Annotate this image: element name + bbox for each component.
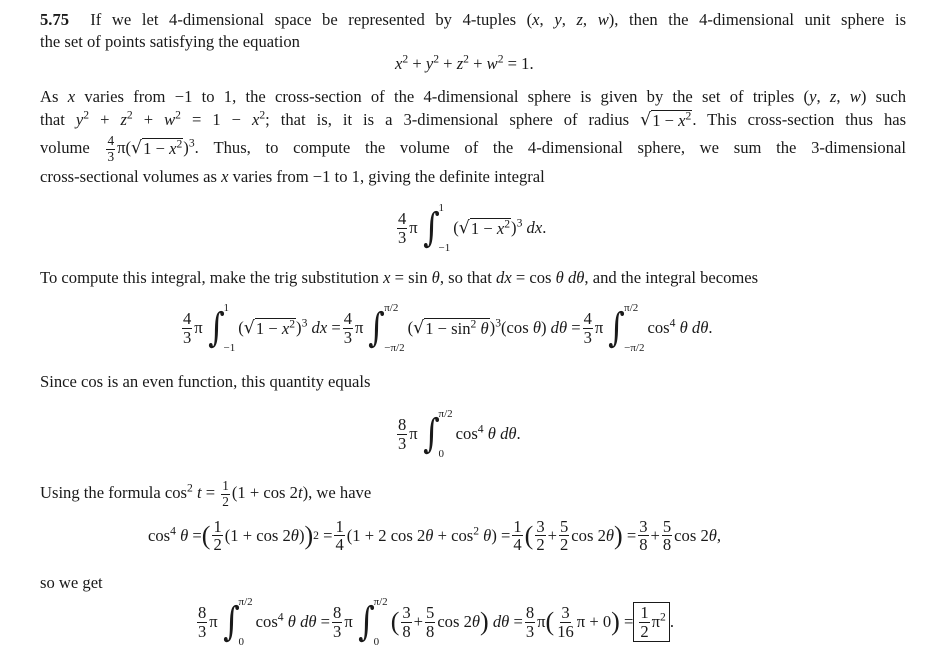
equation-even-integral: $\frac{8}{3}$ π ∫ π/2 0 $\cos^4 \theta$ dθ. [398,408,521,460]
problem-number: 5.75 [40,10,70,29]
equation-sphere: $x^2 + y^2 + z^2 + w^2 = 1$. [395,52,534,73]
paragraph-double-angle-formula: Using the formula $\cos^2 t$ = $\frac{1}{2}$ (1 + cos 2t), we have [40,478,372,509]
paragraph-so-we-get: so we get [40,573,103,592]
paragraph-trig-substitution: To compute this integral, make the trig substitution x = sin θ, so that dx = cos θ dθ, and the integral becomes [40,268,759,287]
equation-definite-integral: $\frac{4}{3}$ π ∫ 1 −1 ( √ $1 - x^2$ )$^3$ dx. [398,202,547,254]
equation-cos4-expansion: $\cos^4 \theta$ = ( $\frac{1}{2}$ (1 + cos 2θ) ) 2 = $\frac{1}{4}$ (1 + 2 $\cos 2\theta + \cos^2 \theta$) = $\frac{1}{4}$ ( $\frac{3}{2}$ + $\frac{5}{2}$ cos 2θ ) = $\frac{3}{8}$ + $\frac{5}{8}$ cos 2θ, [148,517,722,555]
equation-final-result: $\frac{8}{3}$ π ∫ π/2 0 $\cos^4 \theta$ dθ = $\frac{8}{3}$ π ∫ π/2 0 ( $\frac{3}{8}$ + $\frac{5}{8}$ cos 2θ ) dθ = $\frac{8}{3}$ π ( $\frac{3}{16}$ π + 0 ) = $\frac{1}{2}$ $\pi^2$ . [198,596,674,648]
equation-substitution: $\frac{4}{3}$ π ∫ 1 −1 ( √ $1 - x^2$ )$^3$ dx = $\frac{4}{3}$ π ∫ π/2 −π/2 ( √ $1 - \sin^2 \theta$ )$^3$(cos θ) dθ = $\frac{4}{3}$ π ∫ π/2 −π/2 $\cos^4 \theta$ dθ. [183,302,713,354]
paragraph-cross-section-line1: As x varies from −1 to 1, the cross-section of the 4-dimensional sphere is given by the set of triples (y, z, w) such [40,87,907,106]
paragraph-even-function: Since cos is an even function, this quantity equals [40,372,371,391]
problem-intro-line2: the set of points satisfying the equation [40,32,300,51]
problem-intro-line1: 5.75 If we let 4-dimensional space be represented by 4-tuples (x, y, z, w), then the 4-dimensional unit sphere is [40,10,907,29]
paragraph-cross-section-line4: cross-sectional volumes as x varies from −1 to 1, giving the definite integral [40,167,545,186]
paragraph-cross-section-line2: that $y^2 + z^2 + w^2 = 1 - x^2$; that is, it is a 3-dimensional sphere of radius √ $1 - x^2$ . This cross-section thus has [40,108,907,130]
boxed-answer: $\frac{1}{2}$ $\pi^2$ [633,602,670,642]
paragraph-cross-section-line3: volume $\frac{4}{3}$ π( √ $1 - x^2$ )$^3$. Thus, to compute the volume of the 4-dimensional sphere, we sum the 3-dimensional [40,133,907,164]
